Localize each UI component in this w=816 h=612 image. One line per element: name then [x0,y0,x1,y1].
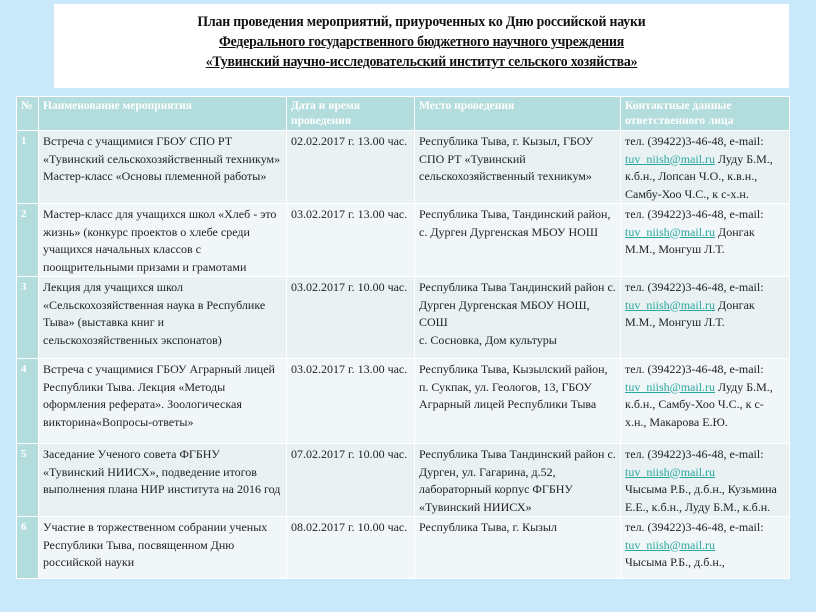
email-link[interactable]: tuv_niish@mail.ru [625,151,716,166]
table-row [17,204,790,277]
row-number: 6 [17,517,39,579]
contact-phone: тел. (39422)3-46-48, e-mail: [625,134,764,148]
event-place-line: Республика Тыва, Кызылский район, п. Сукпак, ул. Геологов, 13, ГБОУ Аграрный лицей Республики Тыва [419,362,608,411]
event-place-line: с. Сосновка, Дом культуры [419,332,557,347]
email-link[interactable]: tuv_niish@mail.ru [625,224,716,239]
table-row [17,359,790,444]
contact-persons: Донгак М.М., Монгуш Л.Т. [625,297,755,329]
row-number: 3 [17,277,39,359]
contact-persons: Чысыма Р.Б., д.б.н., [625,555,725,569]
email-link[interactable]: tuv_niish@mail.ru [625,537,716,552]
email-link[interactable]: tuv_niish@mail.ru [625,379,716,394]
event-contacts [621,517,790,579]
event-date: 03.02.2017 г. 13.00 час. [287,204,415,277]
contact-phone: тел. (39422)3-46-48, e-mail: [625,362,764,376]
event-place [415,517,621,579]
contact-persons: Луду Б.М., к.б.н., Лопсан Ч.О., к.в.н., Самбу-Хоо Ч.С., к с-х.н. [625,151,773,201]
event-name-line: Встреча с учащимися ГБОУ Аграрный лицей Республики Тыва. Лекция «Методы оформления реферата». Зоологическая викторина«Вопросы-ответы» [43,362,275,429]
contact-persons: Луду Б.М., к.б.н., Самбу-Хоо Ч.С., к с-х.н., Макарова Е.Ю. [625,379,773,429]
event-place-line: Республика Тыва Тандинский район с. Дурген Дургенская МБОУ НОШ, СОШ [419,280,616,329]
contact-persons: Чысыма Р.Б., д.б.н., Кузьмина Е.Е., к.б.н., Луду Б.М., к.б.н. [625,482,777,514]
event-place [415,277,621,359]
event-place-line: Республика Тыва Тандинский район с. Дурген, ул. Гагарина, д.52, лабораторный корпус ФГБНУ «Тувинский НИИСХ» [419,447,616,514]
event-place [415,131,621,204]
table-row [17,131,790,204]
table-row [17,517,790,579]
row-number: 1 [17,131,39,204]
event-place-line: Республика Тыва, г. Кызыл [419,520,557,534]
document-title-box [54,4,789,88]
event-name-line: Участие в торжественном собрании ученых Республики Тыва, посвященном Дню российской науки [43,520,268,569]
event-contacts [621,131,790,204]
event-date: 08.02.2017 г. 10.00 час. [287,517,415,579]
contact-phone: тел. (39422)3-46-48, e-mail: [625,447,764,461]
header-num: № [17,97,39,131]
email-link[interactable]: tuv_niish@mail.ru [625,464,716,479]
row-number: 4 [17,359,39,444]
table-row [17,444,790,517]
event-place [415,204,621,277]
event-contacts [621,277,790,359]
header-contacts: Контактные данные ответственного лица [621,97,790,131]
events-table [16,96,790,579]
contact-phone: тел. (39422)3-46-48, e-mail: [625,520,764,534]
header-name: Наименование мероприятия [39,97,287,131]
event-name-line: Мастер-класс для учащихся школ «Хлеб - это жизнь» (конкурс проектов о хлебе среди учащихся начальных классов с поощрительными призами и грамотами [43,207,277,274]
title-line-2: Федерального государственного бюджетного научного учреждения [218,34,625,50]
event-contacts [621,444,790,517]
row-number: 5 [17,444,39,517]
title-line-3: «Тувинский научно-исследовательский институт сельского хозяйства» [205,54,638,70]
event-name [39,444,287,517]
title-line-1: План проведения мероприятий, приуроченных ко Дню российской науки [197,14,646,30]
event-name [39,517,287,579]
contact-phone: тел. (39422)3-46-48, e-mail: [625,207,764,221]
contact-phone: тел. (39422)3-46-48, e-mail: [625,280,764,294]
event-name-line: Мастер-класс «Основы племенной работы» [43,169,267,183]
header-date: Дата и время проведения [287,97,415,131]
email-link[interactable]: tuv_niish@mail.ru [625,297,716,312]
table-row [17,277,790,359]
event-contacts [621,359,790,444]
event-place [415,444,621,517]
event-name-line: Заседание Ученого совета ФГБНУ «Тувинский НИИСХ», подведение итогов выполнения плана НИР института на 2016 год [43,447,281,496]
event-name [39,204,287,277]
event-date: 03.02.2017 г. 10.00 час. [287,277,415,359]
event-place [415,359,621,444]
event-date: 07.02.2017 г. 10.00 час. [287,444,415,517]
header-place: Место проведения [415,97,621,131]
event-place-line: Республика Тыва, г. Кызыл, ГБОУ СПО РТ «Тувинский сельскохозяйственный техникум» [419,134,594,183]
event-name [39,277,287,359]
row-number: 2 [17,204,39,277]
event-name [39,359,287,444]
event-contacts [621,204,790,277]
event-date: 02.02.2017 г. 13.00 час. [287,131,415,204]
event-date: 03.02.2017 г. 13.00 час. [287,359,415,444]
table-header-row [17,97,790,131]
contact-persons: Донгак М.М., Монгуш Л.Т. [625,224,755,256]
event-name-line: Лекция для учащихся школ «Сельскохозяйственная наука в Республике Тыва» (выставка книг и сельскохозяйственных экспонатов) [43,280,266,347]
event-name-line: Встреча с учащимися ГБОУ СПО РТ «Тувинский сельскохозяйственный техникум» [43,134,281,166]
event-name [39,131,287,204]
event-place-line: Республика Тыва, Тандинский район, с. Дурген Дургенская МБОУ НОШ [419,207,611,239]
